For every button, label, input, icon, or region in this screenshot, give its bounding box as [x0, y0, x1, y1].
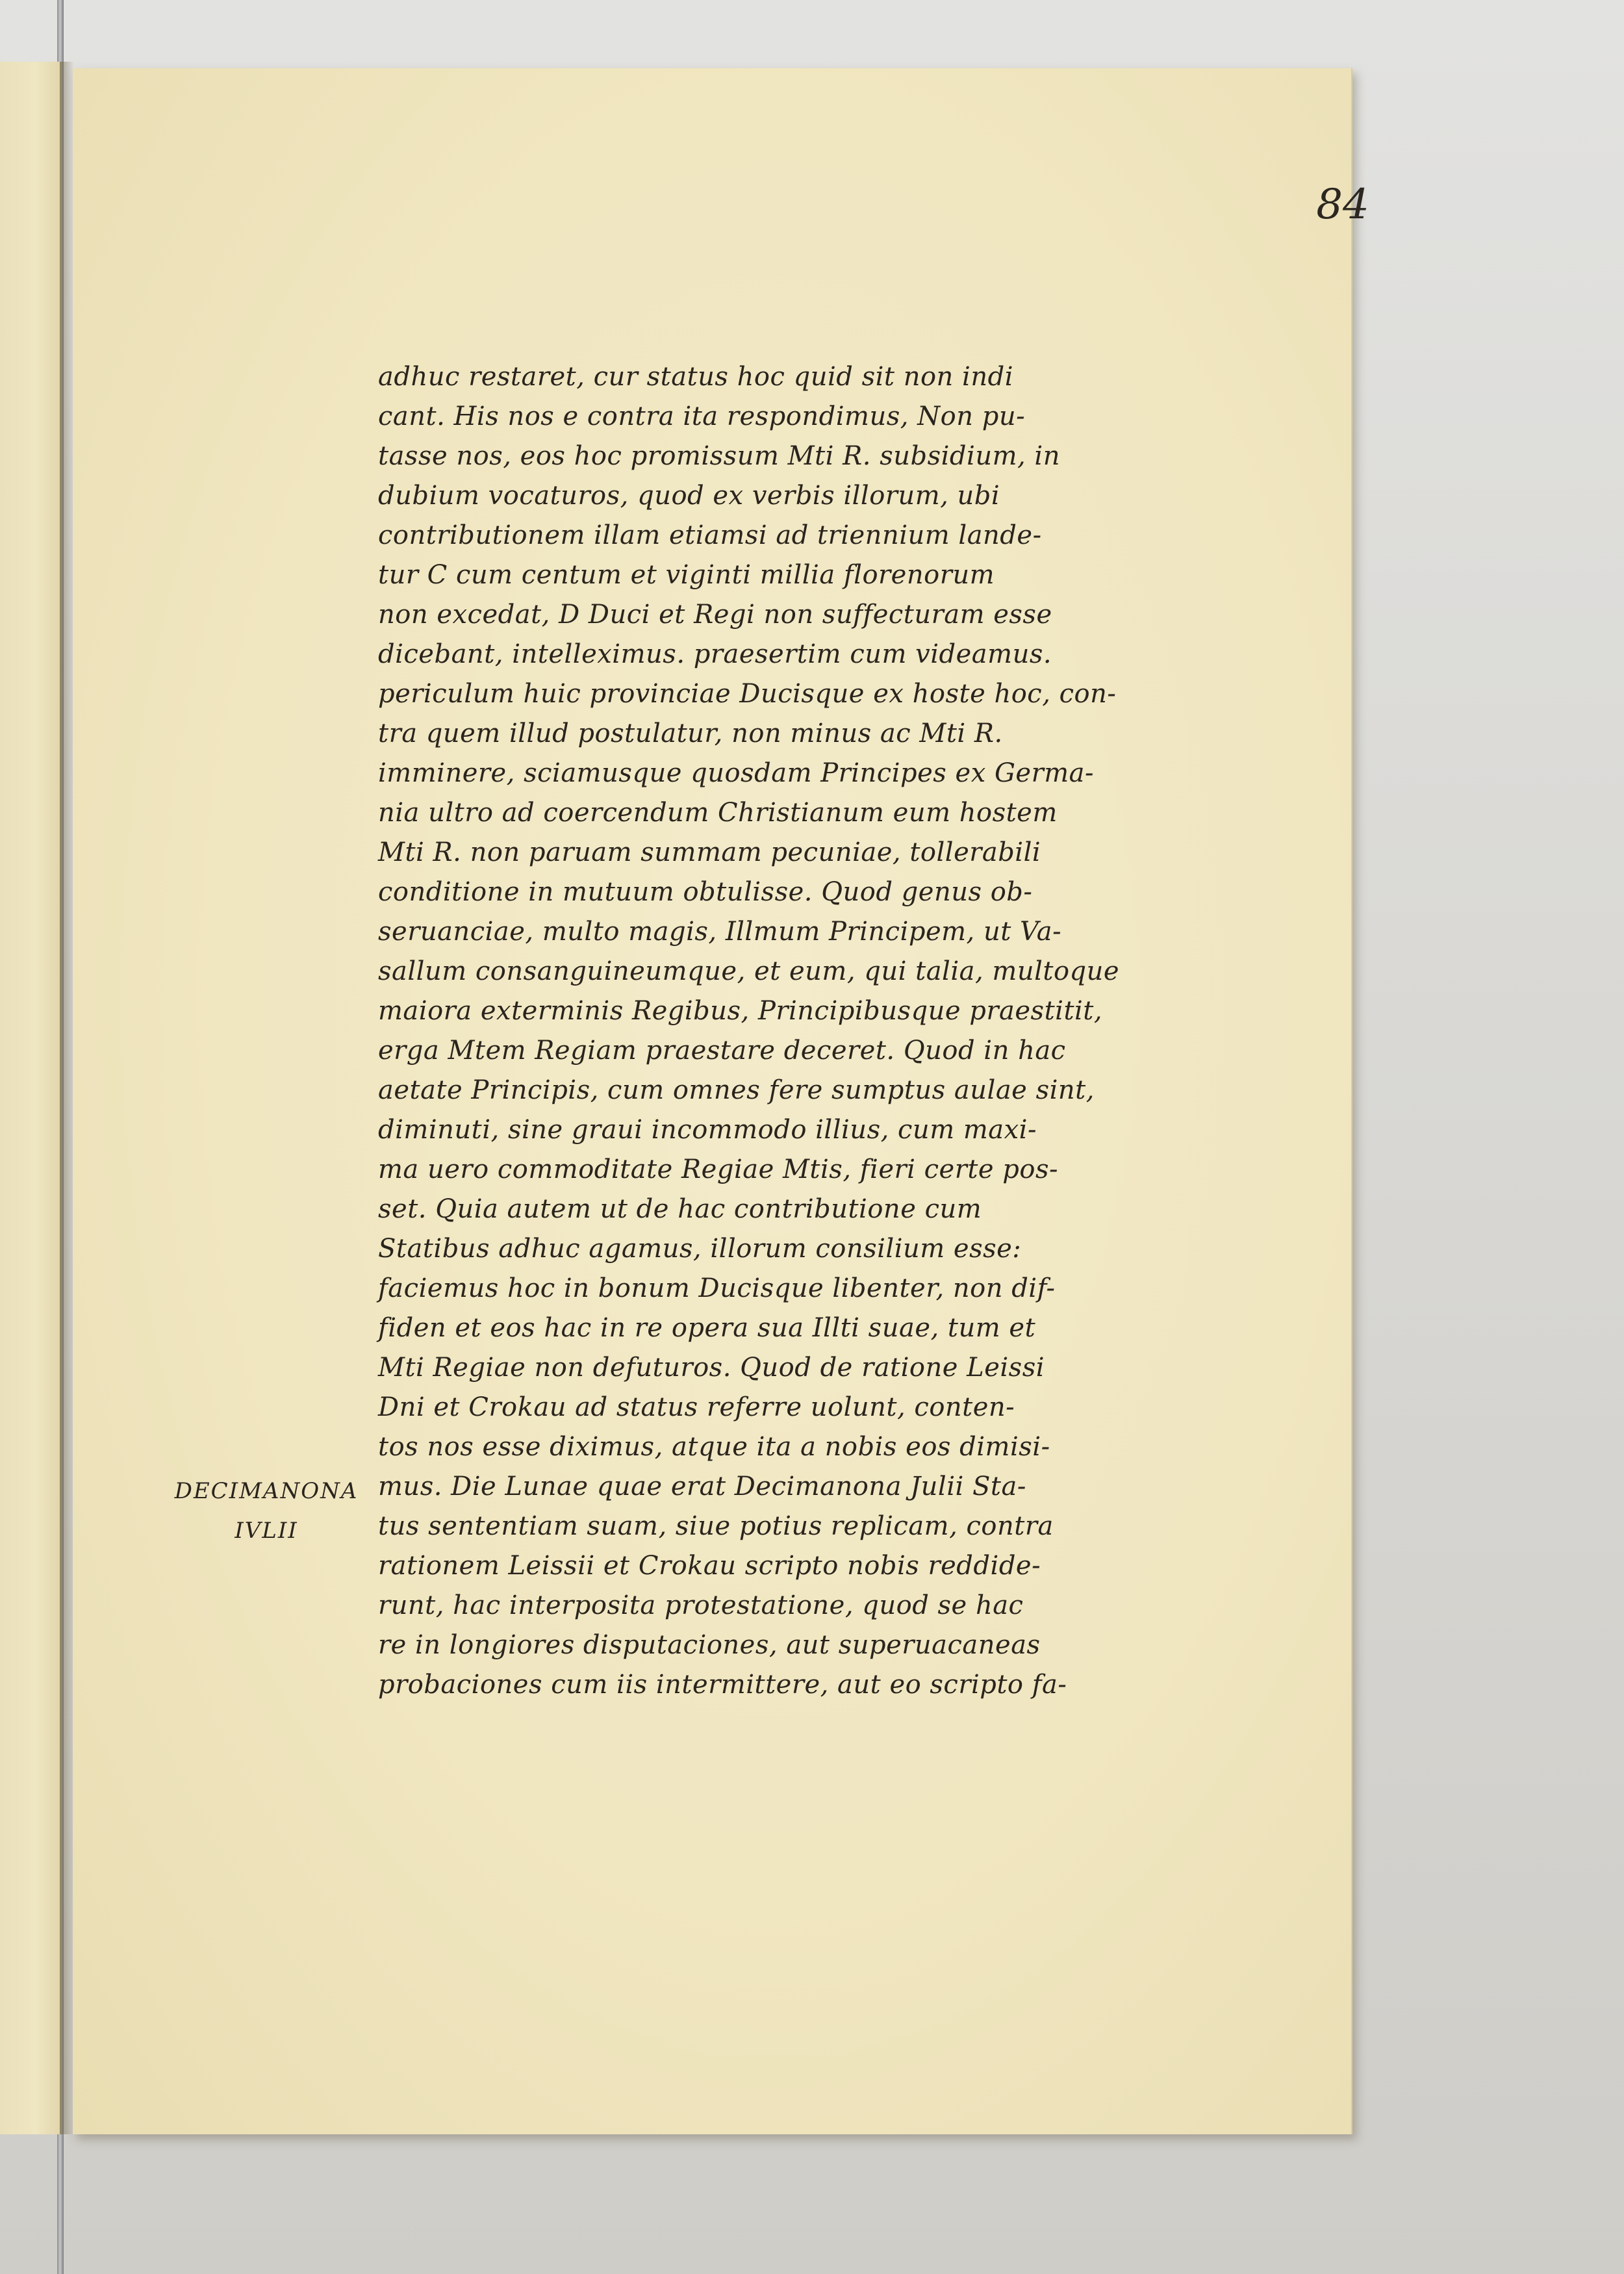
text-line: faciemus hoc in bonum Ducisque libenter, non dif-	[378, 1273, 1056, 1303]
text-line: tus sententiam suam, siue potius replicam, contra	[378, 1511, 1054, 1541]
text-line: tasse nos, eos hoc promissum Mti R. subsidium, in	[378, 441, 1060, 471]
text-line: Mti Regiae non defuturos. Quod de ratione Leissi	[378, 1353, 1045, 1383]
text-line: rationem Leissii et Crokau scripto nobis reddide-	[378, 1551, 1041, 1581]
gutter-shadow	[60, 62, 74, 2134]
text-line: tos nos esse diximus, atque ita a nobis eos dimisi-	[378, 1432, 1050, 1462]
text-line: cant. His nos e contra ita respondimus, Non pu-	[378, 402, 1026, 431]
facing-page-edge	[0, 62, 61, 2134]
text-line: nia ultro ad coercendum Christianum eum hostem	[378, 798, 1058, 828]
text-line: ma uero commoditate Regiae Mtis, fieri certe pos-	[378, 1155, 1059, 1184]
text-line: seruanciae, multo magis, Illmum Principem, ut Va-	[378, 917, 1062, 947]
text-line: tur C cum centum et viginti millia florenorum	[378, 560, 995, 590]
manuscript-page	[73, 68, 1369, 2134]
text-line: fiden et eos hac in re opera sua Illti suae, tum et	[378, 1313, 1036, 1343]
text-line: erga Mtem Regiam praestare deceret. Quod in hac	[378, 1036, 1066, 1066]
text-line: aetate Principis, cum omnes fere sumptus aulae sint,	[378, 1075, 1095, 1105]
margin-note	[156, 1472, 377, 1551]
text-line: tra quem illud postulatur, non minus ac Mti R.	[378, 719, 1003, 748]
text-line: dicebant, intelleximus. praesertim cum videamus.	[378, 639, 1052, 669]
folio-number: 84	[1316, 181, 1369, 229]
text-line: dubium vocaturos, quod ex verbis illorum, ubi	[378, 481, 1000, 511]
text-line: diminuti, sine graui incommodo illius, cum maxi-	[378, 1115, 1037, 1145]
margin-note-line-1: DECIMANONA	[174, 1478, 359, 1504]
text-line: contributionem illam etiamsi ad triennium lande-	[378, 520, 1042, 550]
text-line: Statibus adhuc agamus, illorum consilium esse:	[378, 1234, 1022, 1264]
text-line: imminere, sciamusque quosdam Principes ex Germa-	[378, 758, 1095, 788]
text-line: maiora exterminis Regibus, Principibusque praestitit,	[378, 996, 1103, 1026]
text-line: non excedat, D Duci et Regi non suffecturam esse	[378, 600, 1052, 630]
text-line: runt, hac interposita protestatione, quod se hac	[378, 1591, 1024, 1620]
text-line: periculum huic provinciae Ducisque ex hoste hoc, con-	[378, 679, 1117, 709]
text-line: mus. Die Lunae quae erat Decimanona Julii Sta-	[378, 1472, 1026, 1501]
text-line: set. Quia autem ut de hac contributione cum	[378, 1194, 982, 1224]
text-line: adhuc restaret, cur status hoc quid sit non indi	[378, 362, 1013, 392]
text-line: sallum consanguineumque, et eum, qui talia, multoque	[378, 956, 1120, 986]
text-line: Dni et Crokau ad status referre uolunt, conten-	[378, 1392, 1015, 1422]
text-line: probaciones cum iis intermittere, aut eo scripto fa-	[378, 1670, 1067, 1700]
margin-note-line-2: IVLII	[235, 1518, 298, 1544]
text-line: conditione in mutuum obtulisse. Quod genus ob-	[378, 877, 1033, 907]
text-line: re in longiores disputaciones, aut superuacaneas	[378, 1630, 1041, 1660]
text-line: Mti R. non paruam summam pecuniae, tollerabili	[378, 837, 1041, 867]
manuscript-text	[378, 357, 1145, 1705]
